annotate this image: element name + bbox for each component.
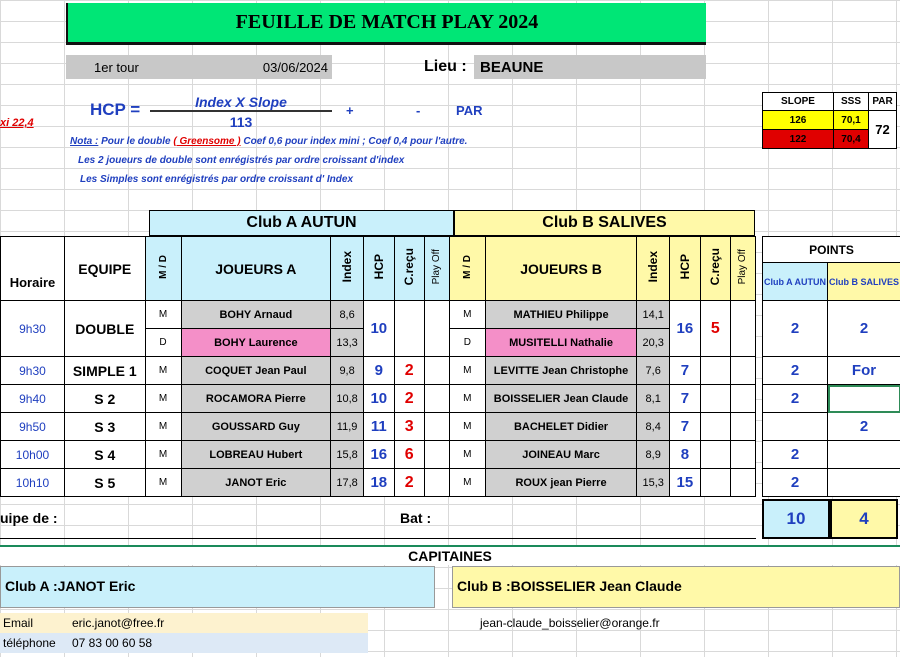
header-joueurs-b: JOUEURS B: [485, 237, 636, 301]
md-cell: M: [449, 469, 485, 497]
points-row: [763, 385, 900, 413]
hcp-a-cell: 18: [364, 469, 395, 497]
hcp-b-cell: 16: [670, 301, 701, 357]
phone-label: téléphone: [3, 636, 56, 650]
hcp-denominator: 113: [229, 114, 253, 130]
hcp-b-cell: 7: [670, 385, 701, 413]
player-a-name: JANOT Eric: [181, 469, 331, 497]
email-row-a: [0, 613, 368, 633]
hcp-b-cell: 8: [670, 441, 701, 469]
points-b-cell: [828, 469, 900, 497]
md-cell: M: [145, 385, 181, 413]
player-b-name: ROUX jean Pierre: [485, 469, 636, 497]
player-b-index: 14,1: [637, 301, 670, 329]
hcp-numerator: Index X Slope: [150, 94, 332, 112]
points-b-cell: [828, 441, 900, 469]
capitaines-header: CAPITAINES: [0, 545, 900, 565]
md-cell: M: [449, 413, 485, 441]
horaire-cell: 9h30: [1, 301, 65, 357]
player-a-index: 8,6: [331, 301, 364, 329]
lieu-label: Lieu :: [424, 58, 467, 75]
points-b-cell: 2: [828, 413, 900, 441]
round-bar: [66, 55, 332, 79]
points-row: [763, 301, 900, 357]
crecu-a-cell: [394, 301, 424, 357]
player-a-index: 13,3: [331, 329, 364, 357]
hcp-b-cell: 7: [670, 357, 701, 385]
equipe-cell: DOUBLE: [64, 301, 145, 357]
horaire-cell: 10h00: [1, 441, 65, 469]
equipe-de-label: uipe de :: [0, 510, 58, 526]
header-crecu-a: C.reçu: [402, 248, 417, 286]
total-club-a: 10: [762, 499, 830, 539]
player-b-name: BOISSELIER Jean Claude: [485, 385, 636, 413]
header-index-b: Index: [646, 251, 661, 283]
side-note: xi 22,4: [0, 117, 34, 129]
email-label: Email: [3, 616, 34, 630]
hcp-a-cell: 10: [364, 385, 395, 413]
md-cell: M: [449, 441, 485, 469]
table-row: [1, 357, 756, 385]
hcp-a-cell: 11: [364, 413, 395, 441]
slope-yellow: 126: [763, 111, 834, 130]
player-a-name: COQUET Jean Paul: [181, 357, 331, 385]
header-index-a: Index: [340, 251, 355, 283]
player-a-index: 17,8: [331, 469, 364, 497]
playoff-b-cell: [730, 413, 755, 441]
player-b-name: LEVITTE Jean Christophe: [485, 357, 636, 385]
nota-prefix: Nota :: [70, 136, 99, 147]
md-cell: M: [145, 413, 181, 441]
sss-red: 70,4: [834, 130, 869, 149]
points-b-cell[interactable]: [828, 385, 900, 413]
sss-yellow: 70,1: [834, 111, 869, 130]
hcp-minus: -: [416, 103, 421, 118]
points-col-a: Club A AUTUN: [763, 263, 828, 301]
points-a-cell: 2: [763, 385, 828, 413]
player-b-name: JOINEAU Marc: [485, 441, 636, 469]
md-cell: M: [145, 441, 181, 469]
horaire-cell: 9h40: [1, 385, 65, 413]
md-cell: M: [449, 357, 485, 385]
crecu-b-cell: [700, 469, 730, 497]
round-label: 1er tour: [94, 59, 139, 75]
header-crecu-b: C.reçu: [708, 248, 723, 286]
points-a-cell: 2: [763, 357, 828, 385]
bat-label: Bat :: [400, 510, 432, 526]
nota-line: [70, 136, 467, 147]
playoff-b-cell: [730, 385, 755, 413]
captain-b: Club B :BOISSELIER Jean Claude: [452, 566, 900, 608]
crecu-a-cell: 6: [394, 441, 424, 469]
player-b-index: 20,3: [637, 329, 670, 357]
crecu-b-cell: 5: [700, 301, 730, 357]
hcp-a-cell: 9: [364, 357, 395, 385]
table-row: [1, 301, 756, 329]
slope-header: SLOPE: [763, 93, 834, 111]
table-row: [1, 469, 756, 497]
player-b-index: 15,3: [637, 469, 670, 497]
page-title: FEUILLE DE MATCH PLAY 2024: [66, 3, 706, 45]
points-row: [763, 357, 900, 385]
playoff-b-cell: [730, 441, 755, 469]
phone-club-a: 07 83 00 60 58: [72, 636, 153, 650]
player-a-index: 11,9: [331, 413, 364, 441]
points-a-cell: 2: [763, 301, 828, 357]
club-a-header: Club A AUTUN: [149, 210, 454, 236]
hcp-label: HCP =: [90, 100, 141, 119]
horaire-cell: 9h50: [1, 413, 65, 441]
note-simples: Les Simples sont enrégistrés par ordre croissant d' Index: [80, 174, 354, 185]
md-cell: D: [449, 329, 485, 357]
hcp-plus: +: [346, 103, 354, 118]
hcp-b-cell: 7: [670, 413, 701, 441]
header-joueurs-a: JOUEURS A: [181, 237, 331, 301]
hcp-b-cell: 15: [670, 469, 701, 497]
points-row: [763, 413, 900, 441]
player-b-index: 8,4: [637, 413, 670, 441]
par-header: PAR: [869, 93, 897, 111]
horaire-cell: 9h30: [1, 357, 65, 385]
points-title: POINTS: [763, 237, 900, 263]
equipe-cell: S 5: [64, 469, 145, 497]
player-a-name: LOBREAU Hubert: [181, 441, 331, 469]
crecu-b-cell: [700, 385, 730, 413]
crecu-b-cell: [700, 441, 730, 469]
hcp-par: PAR: [456, 103, 483, 118]
table-row: [1, 385, 756, 413]
winner-row-line: [0, 538, 756, 539]
playoff-b-cell: [730, 357, 755, 385]
md-cell: M: [145, 301, 181, 329]
points-b-cell: For: [828, 357, 900, 385]
crecu-a-cell: 2: [394, 469, 424, 497]
points-row: [763, 469, 900, 497]
playoff-a-cell: [424, 413, 449, 441]
equipe-cell: S 3: [64, 413, 145, 441]
md-cell: M: [449, 301, 485, 329]
header-playoff-a: Play Off: [431, 249, 443, 285]
player-a-name: BOHY Laurence: [181, 329, 331, 357]
points-row: [763, 441, 900, 469]
table-row: [1, 413, 756, 441]
sss-header: SSS: [834, 93, 869, 111]
player-b-index: 8,1: [637, 385, 670, 413]
table-row: [1, 441, 756, 469]
playoff-a-cell: [424, 301, 449, 357]
equipe-cell: S 2: [64, 385, 145, 413]
header-hcp-b: HCP: [677, 254, 692, 280]
equipe-cell: SIMPLE 1: [64, 357, 145, 385]
points-b-cell: 2: [828, 301, 900, 357]
playoff-b-cell: [730, 469, 755, 497]
slope-table: [762, 92, 897, 149]
player-a-index: 9,8: [331, 357, 364, 385]
match-date: 03/06/2024: [262, 59, 328, 75]
playoff-b-cell: [730, 301, 755, 357]
playoff-a-cell: [424, 385, 449, 413]
player-a-name: ROCAMORA Pierre: [181, 385, 331, 413]
crecu-a-cell: 3: [394, 413, 424, 441]
crecu-a-cell: 2: [394, 357, 424, 385]
match-table: [0, 236, 756, 497]
md-cell: M: [449, 385, 485, 413]
table-header-row: [1, 237, 756, 301]
header-hcp-a: HCP: [371, 254, 386, 280]
hcp-a-cell: 16: [364, 441, 395, 469]
player-b-index: 8,9: [637, 441, 670, 469]
lieu-value: BEAUNE: [474, 55, 706, 79]
nota-rest: Coef 0,6 pour index mini ; Coef 0,4 pour l'autre.: [240, 136, 468, 147]
note-double: Les 2 joueurs de double sont enrégistrés par ordre croissant d'index: [78, 155, 405, 166]
player-b-name: MATHIEU Philippe: [485, 301, 636, 329]
player-b-name: BACHELET Didier: [485, 413, 636, 441]
player-a-name: GOUSSARD Guy: [181, 413, 331, 441]
phone-row-a: [0, 633, 368, 653]
nota-greensome: ( Greensome ): [173, 136, 241, 147]
header-playoff-b: Play Off: [737, 249, 749, 285]
slope-red: 122: [763, 130, 834, 149]
md-cell: M: [145, 357, 181, 385]
points-a-cell: 2: [763, 441, 828, 469]
par-value: 72: [869, 111, 897, 149]
email-club-a[interactable]: eric.janot@free.fr: [72, 616, 165, 630]
crecu-b-cell: [700, 357, 730, 385]
header-horaire: Horaire: [1, 237, 65, 301]
playoff-a-cell: [424, 469, 449, 497]
points-a-cell: 2: [763, 469, 828, 497]
nota-text: Pour le double: [98, 136, 174, 147]
captain-a: Club A :JANOT Eric: [0, 566, 435, 608]
total-club-b: 4: [830, 499, 898, 539]
player-a-name: BOHY Arnaud: [181, 301, 331, 329]
playoff-a-cell: [424, 357, 449, 385]
points-a-cell: [763, 413, 828, 441]
points-table: [762, 236, 900, 497]
points-col-b: Club B SALIVES: [828, 263, 900, 301]
header-md-a: M / D: [157, 255, 169, 279]
club-b-header: Club B SALIVES: [454, 210, 755, 236]
header-md-b: M / D: [461, 255, 473, 279]
md-cell: M: [145, 469, 181, 497]
playoff-a-cell: [424, 441, 449, 469]
md-cell: D: [145, 329, 181, 357]
horaire-cell: 10h10: [1, 469, 65, 497]
player-b-index: 7,6: [637, 357, 670, 385]
player-a-index: 15,8: [331, 441, 364, 469]
header-equipe: EQUIPE: [64, 237, 145, 301]
email-club-b[interactable]: jean-claude_boisselier@orange.fr: [480, 616, 660, 630]
equipe-cell: S 4: [64, 441, 145, 469]
hcp-a-cell: 10: [364, 301, 395, 357]
player-b-name: MUSITELLI Nathalie: [485, 329, 636, 357]
crecu-b-cell: [700, 413, 730, 441]
crecu-a-cell: 2: [394, 385, 424, 413]
player-a-index: 10,8: [331, 385, 364, 413]
